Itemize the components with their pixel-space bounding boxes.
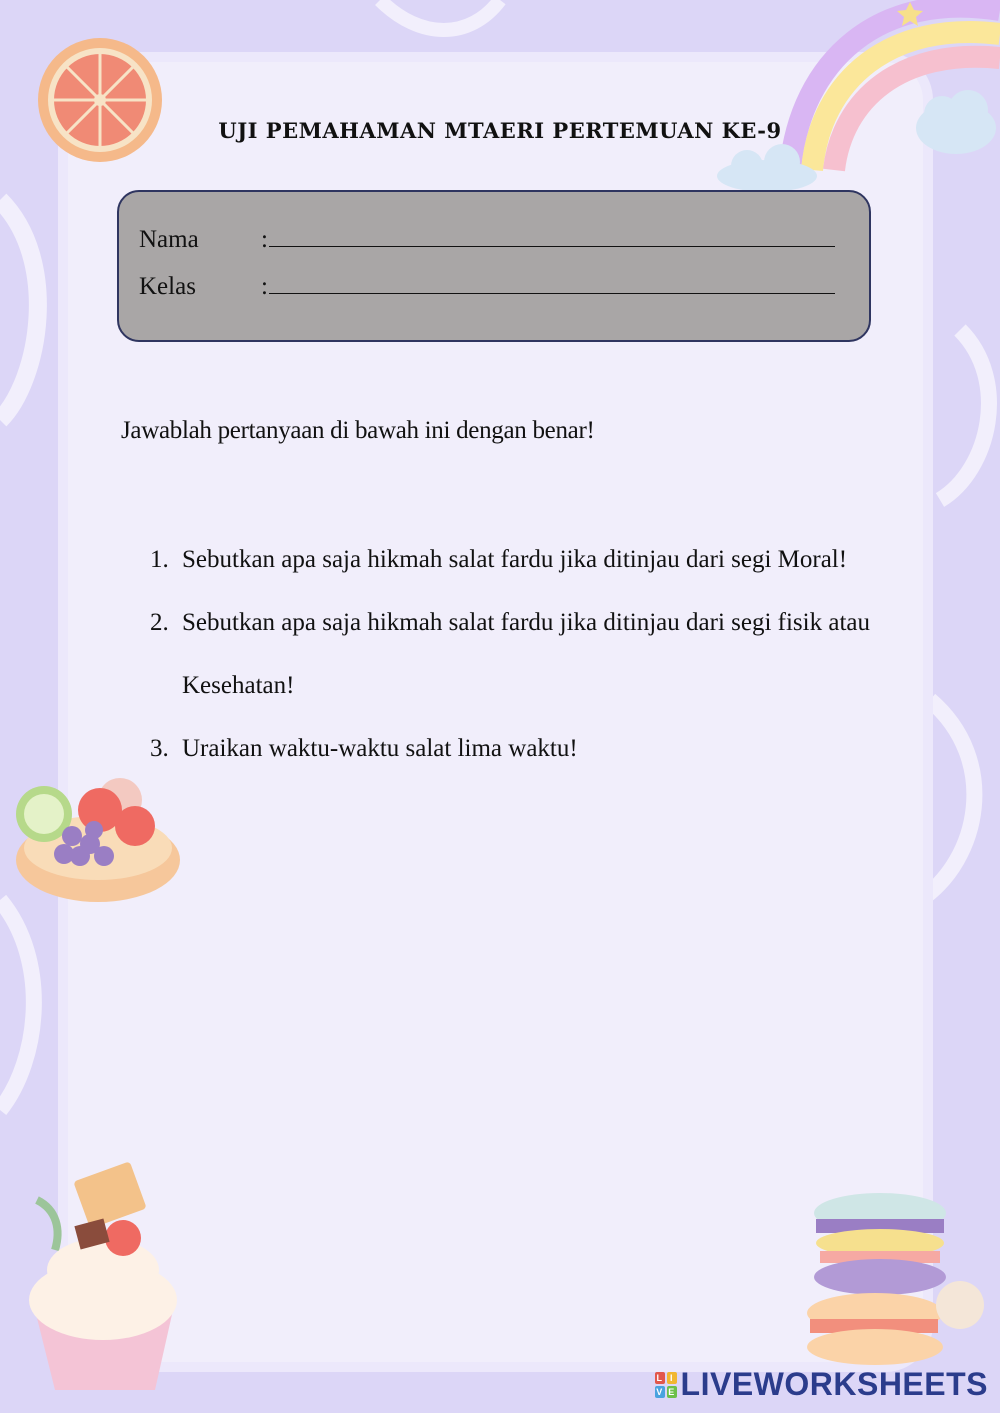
- logo-letter: V: [656, 1386, 663, 1397]
- class-row: [139, 269, 835, 301]
- question-list: [150, 528, 910, 780]
- liveworksheets-brand[interactable]: [655, 1366, 988, 1403]
- identity-box: [117, 190, 871, 342]
- cupcake-icon: [15, 1160, 190, 1400]
- instruction-text: Jawablah pertanyaan di bawah ini dengan benar!: [121, 417, 595, 444]
- question-item: [150, 717, 910, 780]
- class-label: Kelas: [139, 273, 196, 300]
- logo-letter: I: [667, 1372, 677, 1384]
- worksheet-title: UJI PEMAHAMAN MTAERI PERTEMUAN KE-9: [218, 118, 782, 143]
- cloud-icon: [712, 140, 822, 190]
- orange-slice-icon: [35, 35, 165, 165]
- question-number: 3.: [150, 735, 169, 762]
- question-text: Sebutkan apa saja hikmah salat fardu jika ditinjau dari segi Moral!: [182, 546, 848, 573]
- question-text: Sebutkan apa saja hikmah salat fardu jika ditinjau dari segi fisik atau Kesehatan!: [182, 609, 870, 699]
- name-label: Nama: [139, 226, 199, 253]
- liveworksheets-logo-icon: [655, 1372, 677, 1398]
- question-number: 1.: [150, 546, 169, 573]
- name-row: [139, 222, 835, 254]
- question-item: [150, 528, 910, 591]
- question-text: Uraikan waktu-waktu salat lima waktu!: [182, 735, 578, 762]
- logo-letter: L: [656, 1372, 663, 1383]
- name-field[interactable]: [269, 222, 835, 247]
- logo-letter: E: [668, 1386, 675, 1397]
- macaron-stack-icon: [800, 1185, 1000, 1385]
- class-field[interactable]: [269, 269, 835, 294]
- brand-name: LIVEWORKSHEETS: [680, 1366, 988, 1402]
- question-number: 2.: [150, 609, 169, 636]
- class-separator: :: [261, 273, 268, 300]
- name-separator: :: [261, 226, 268, 253]
- question-item: [150, 591, 910, 717]
